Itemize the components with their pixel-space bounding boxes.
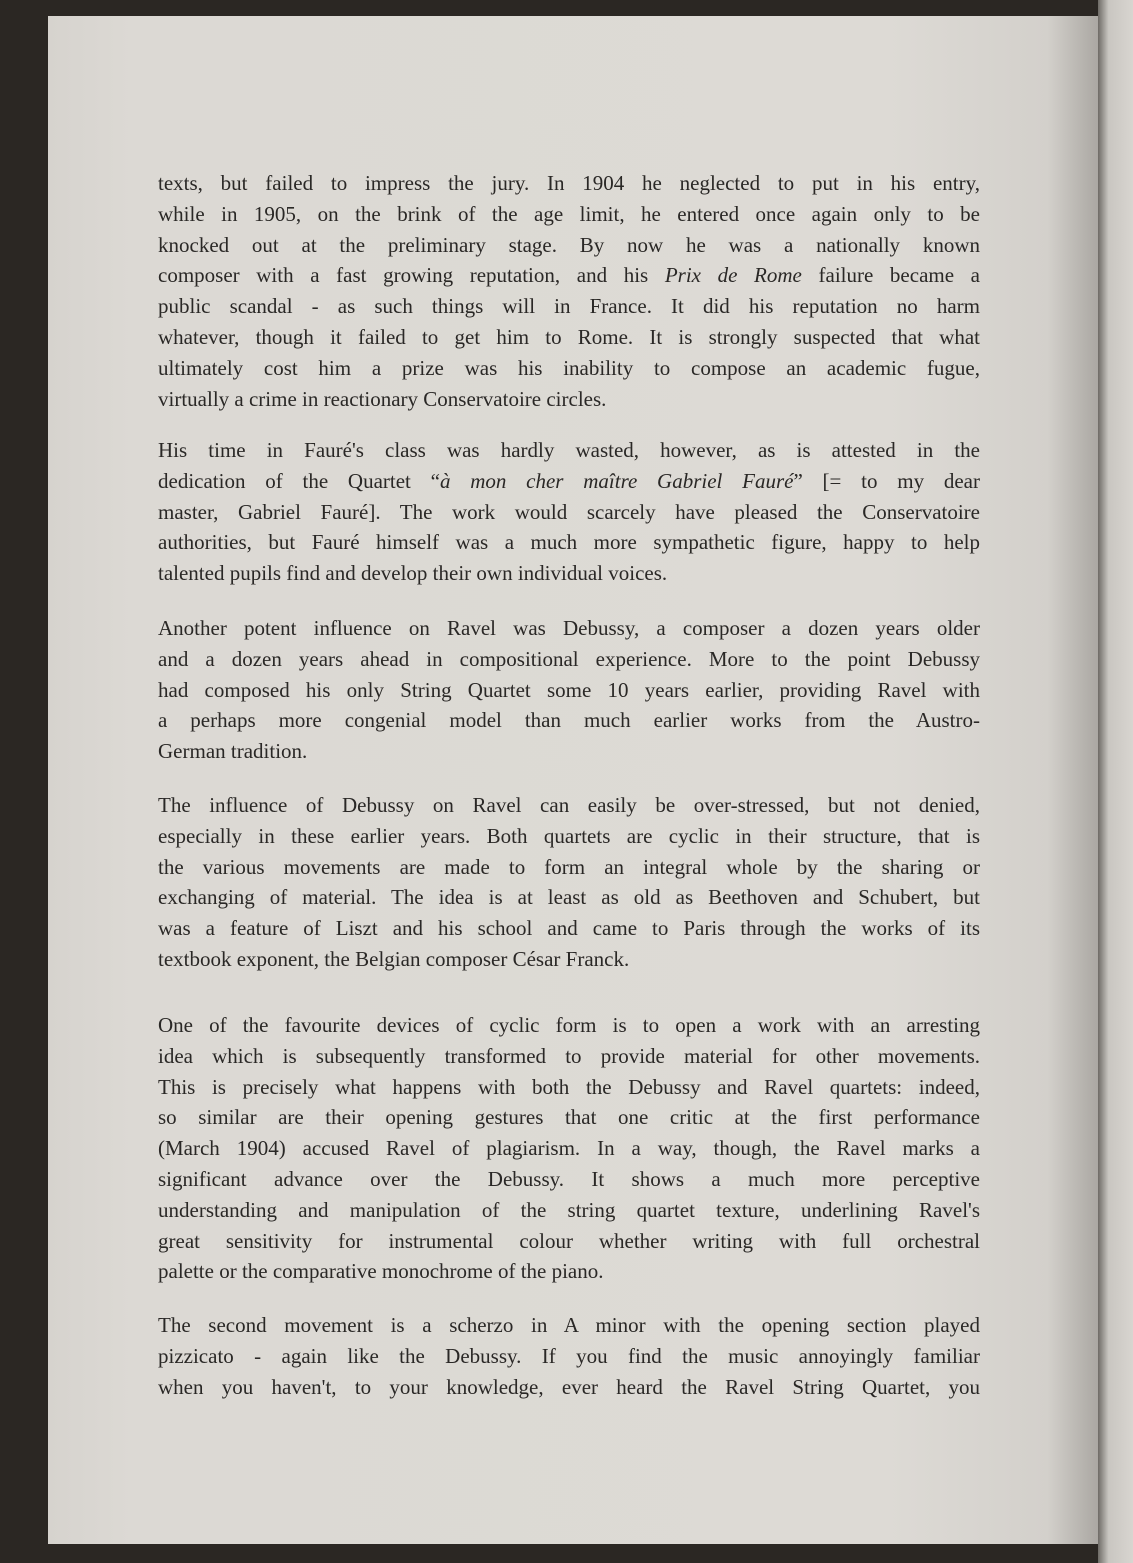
text-segment: virtually a crime in reactionary Conservatoire circles. (158, 386, 607, 411)
text-segment: a perhaps more congenial model than much earlier works from the Austro- (158, 708, 980, 733)
text-segment: public scandal - as such things will in France. It did his reputation no harm (158, 294, 980, 319)
text-segment: while in 1905, on the brink of the age limit, he entered once again only to be (158, 201, 980, 226)
text-segment: had composed his only String Quartet some 10 years earlier, providing Ravel with (158, 677, 980, 702)
text-segment: This is precisely what happens with both the Debussy and Ravel quartets: indeed, (158, 1074, 980, 1099)
text-line (158, 1072, 980, 1103)
text-line (158, 1102, 980, 1133)
text-line (158, 1195, 980, 1226)
text-segment: ultimately cost him a prize was his inability to compose an academic fugue, (158, 355, 980, 380)
text-segment: dedication of the Quartet “ (158, 468, 440, 493)
text-line (158, 199, 980, 230)
text-segment: idea which is subsequently transformed to provide material for other movements. (158, 1043, 980, 1068)
text-segment: His time in Fauré's class was hardly wasted, however, as is attested in the (158, 438, 980, 462)
text-segment: authorities, but Fauré himself was a much more sympathetic figure, happy to help (158, 530, 980, 555)
paragraph-5 (158, 1010, 980, 1287)
text-segment: (March 1904) accused Ravel of plagiarism. In a way, though, the Ravel marks a (158, 1136, 980, 1161)
text-segment: The second movement is a scherzo in A minor with the opening section played (158, 1313, 980, 1337)
text-segment: whatever, though it failed to get him to Rome. It is strongly suspected that what (158, 324, 980, 349)
text-segment: was a feature of Liszt and his school and came to Paris through the works of its (158, 916, 980, 941)
text-line (158, 705, 980, 736)
paragraph-4 (158, 790, 980, 975)
text-line (158, 527, 980, 558)
paragraph-2 (158, 435, 980, 589)
text-segment: knocked out at the preliminary stage. By now he was a nationally known (158, 232, 980, 257)
text-line (158, 790, 980, 821)
text-segment: Another potent influence on Ravel was Debussy, a composer a dozen years older (158, 616, 980, 640)
paragraph-6 (158, 1310, 980, 1402)
text-line (158, 1226, 980, 1257)
text-line (158, 1372, 980, 1403)
text-line (158, 1256, 980, 1287)
text-segment: composer with a fast growing reputation, and his (158, 263, 665, 288)
text-line (158, 558, 980, 589)
text-segment: One of the favourite devices of cyclic form is to open a work with an arresting (158, 1013, 980, 1037)
text-segment: failure became a (801, 263, 980, 288)
text-line (158, 322, 980, 353)
text-line (158, 613, 980, 644)
text-line (158, 821, 980, 852)
text-line (158, 736, 980, 767)
text-segment: master, Gabriel Fauré]. The work would scarcely have pleased the Conservatoire (158, 499, 980, 524)
text-segment: significant advance over the Debussy. It shows a much more perceptive (158, 1166, 980, 1191)
text-segment: textbook exponent, the Belgian composer César Franck. (158, 946, 630, 971)
paragraph-3 (158, 613, 980, 767)
text-line (158, 466, 980, 497)
text-line (158, 1310, 980, 1341)
text-segment: understanding and manipulation of the string quartet texture, underlining Ravel's (158, 1197, 980, 1222)
text-segment: The influence of Debussy on Ravel can easily be over-stressed, but not denied, (158, 793, 980, 817)
paragraph-1 (158, 168, 980, 414)
adjacent-page-edge (1098, 0, 1133, 1563)
text-line (158, 260, 980, 291)
text-segment: German tradition. (158, 739, 308, 764)
text-line (158, 384, 980, 415)
text-line (158, 1133, 980, 1164)
italic-text: à mon cher maître Gabriel Fauré (439, 468, 794, 493)
text-segment: especially in these earlier years. Both quartets are cyclic in their structure, that is (158, 823, 980, 848)
text-segment: and a dozen years ahead in compositional experience. More to the point Debussy (158, 646, 980, 671)
text-line (158, 852, 980, 883)
text-segment: pizzicato - again like the Debussy. If you find the music annoyingly familiar (158, 1343, 980, 1368)
text-segment: the various movements are made to form an integral whole by the sharing or (158, 854, 980, 879)
text-line (158, 675, 980, 706)
text-segment: when you haven't, to your knowledge, ever heard the Ravel String Quartet, you (158, 1374, 980, 1399)
text-line (158, 353, 980, 384)
text-segment: exchanging of material. The idea is at least as old as Beethoven and Schubert, but (158, 885, 980, 910)
text-line (158, 1341, 980, 1372)
text-line (158, 1041, 980, 1072)
text-segment: texts, but failed to impress the jury. In 1904 he neglected to put in his entry, (158, 171, 980, 195)
text-line (158, 1164, 980, 1195)
text-line (158, 882, 980, 913)
italic-text: Prix de Rome (664, 263, 802, 288)
text-segment: palette or the comparative monochrome of the piano. (158, 1259, 604, 1284)
text-line (158, 291, 980, 322)
text-line (158, 497, 980, 528)
text-line (158, 944, 980, 975)
text-segment: great sensitivity for instrumental colour whether writing with full orchestral (158, 1228, 980, 1253)
text-line (158, 230, 980, 261)
text-segment: so similar are their opening gestures that one critic at the first performance (158, 1105, 980, 1130)
text-line (158, 168, 980, 199)
text-segment: talented pupils find and develop their own individual voices. (158, 561, 668, 586)
text-line (158, 644, 980, 675)
text-segment: ” [= to my dear (793, 468, 980, 493)
text-line (158, 913, 980, 944)
text-line (158, 1010, 980, 1041)
text-line (158, 435, 980, 466)
